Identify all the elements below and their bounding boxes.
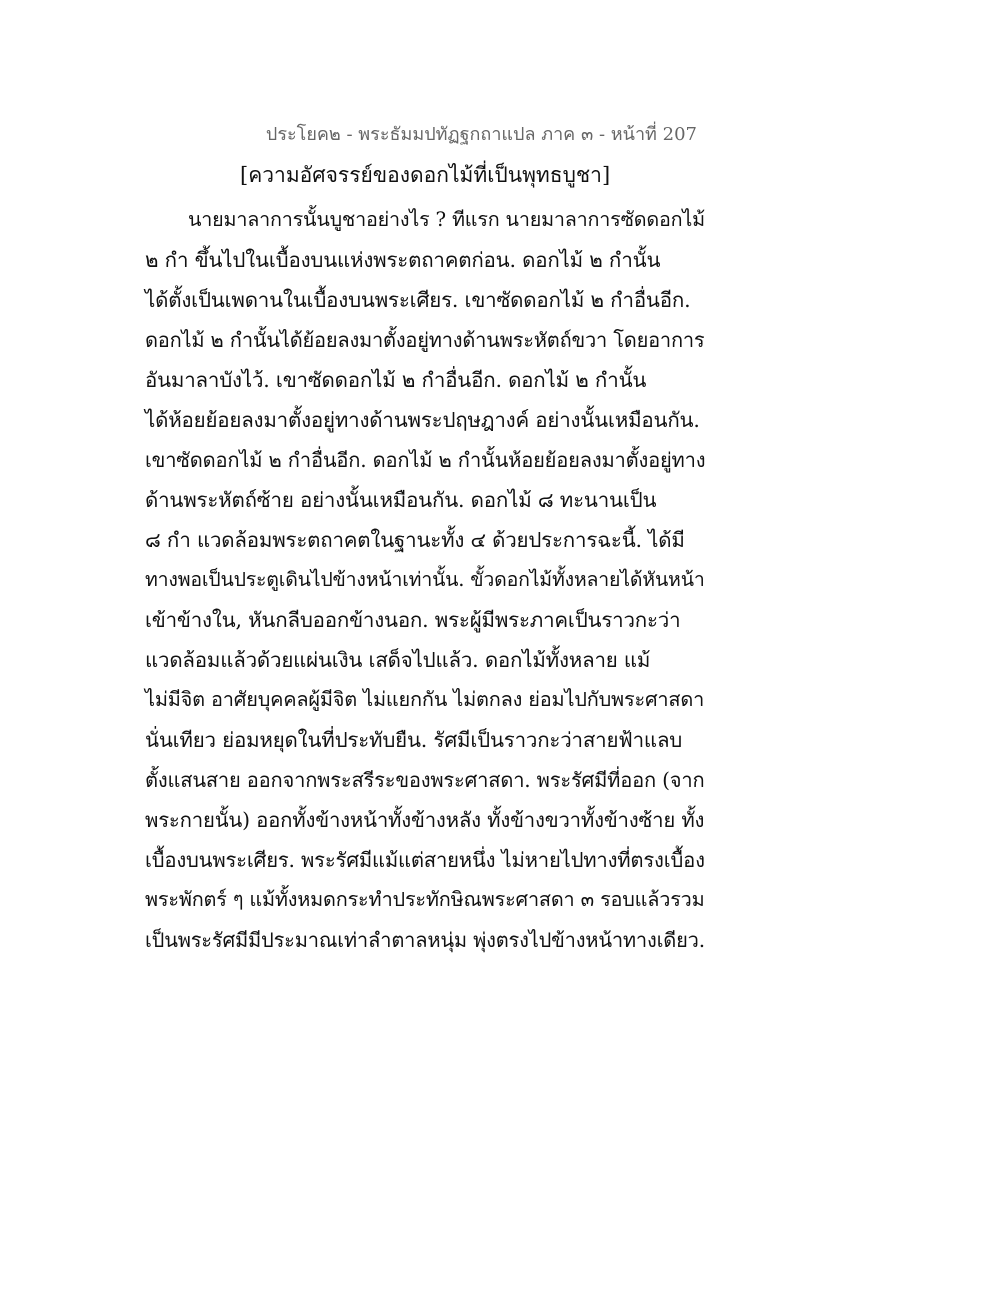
text-line: อันมาลาบังไว้. เขาซัดดอกไม้ ๒ กำอื่นอีก. ดอกไม้ ๒ กำนั้น [145, 368, 647, 392]
section-heading: [ความอัศจรรย์ของดอกไม้ที่เป็นพุทธบูชา] [240, 163, 611, 187]
text-line: ทางพอเป็นประตูเดินไปข้างหน้าเท่านั้น. ขั้วดอกไม้ทั้งหลายได้หันหน้า [145, 568, 705, 591]
text-line: ได้ห้อยย้อยลงมาตั้งอยู่ทางด้านพระปฤษฎางค์ อย่างนั้นเหมือนกัน. [145, 408, 700, 432]
text-line: พระกายนั้น) ออกทั้งข้างหน้าทั้งข้างหลัง ทั้งข้างขวาทั้งข้างซ้าย ทั้ง [145, 808, 705, 832]
running-header: ประโยค๒ - พระธัมมปทัฏฐกถาแปล ภาค ๓ - หน้าที่ 207 [265, 124, 697, 145]
text-line: ดอกไม้ ๒ กำนั้นได้ย้อยลงมาตั้งอยู่ทางด้านพระหัตถ์ขวา โดยอาการ [145, 328, 705, 352]
text-line: ๘ กำ แวดล้อมพระตถาคตในฐานะทั้ง ๔ ด้วยประการฉะนี้. ได้มี [145, 528, 685, 552]
text-line: ไม่มีจิต อาศัยบุคคลผู้มีจิต ไม่แยกกัน ไม่ตกลง ย่อมไปกับพระศาสดา [145, 688, 705, 711]
text-line: เข้าข้างใน, หันกลีบออกข้างนอก. พระผู้มีพระภาคเป็นราวกะว่า [145, 608, 681, 632]
text-line: แวดล้อมแล้วด้วยแผ่นเงิน เสด็จไปแล้ว. ดอกไม้ทั้งหลาย แม้ [145, 648, 651, 672]
text-line: ด้านพระหัตถ์ซ้าย อย่างนั้นเหมือนกัน. ดอกไม้ ๘ ทะนานเป็น [145, 488, 657, 512]
text-line: เป็นพระรัศมีมีประมาณเท่าลำตาลหนุ่ม พุ่งตรงไปข้างหน้าทางเดียว. [145, 928, 705, 952]
body-paragraph [145, 200, 705, 960]
text-line: ๒ กำ ขึ้นไปในเบื้องบนแห่งพระตถาคตก่อน. ดอกไม้ ๒ กำนั้น [145, 248, 661, 272]
text-line: ได้ตั้งเป็นเพดานในเบื้องบนพระเศียร. เขาซัดดอกไม้ ๒ กำอื่นอีก. [145, 288, 691, 312]
text-line: ตั้งแสนสาย ออกจากพระสรีระของพระศาสดา. พระรัศมีที่ออก (จาก [145, 768, 705, 792]
text-line: นั่นเทียว ย่อมหยุดในที่ประทับยืน. รัศมีเป็นราวกะว่าสายฟ้าแลบ [145, 728, 683, 752]
text-line: เขาซัดดอกไม้ ๒ กำอื่นอีก. ดอกไม้ ๒ กำนั้นห้อยย้อยลงมาตั้งอยู่ทาง [145, 448, 706, 472]
text-line: เบื้องบนพระเศียร. พระรัศมีแม้แต่สายหนึ่ง ไม่หายไปทางที่ตรงเบื้อง [145, 848, 705, 872]
text-line: พระพักตร์ ๆ แม้ทั้งหมดกระทำประทักษิณพระศาสดา ๓ รอบแล้วรวม [145, 888, 705, 911]
text-line: นายมาลาการนั้นบูชาอย่างไร ? ทีแรก นายมาลาการซัดดอกไม้ [188, 208, 705, 231]
